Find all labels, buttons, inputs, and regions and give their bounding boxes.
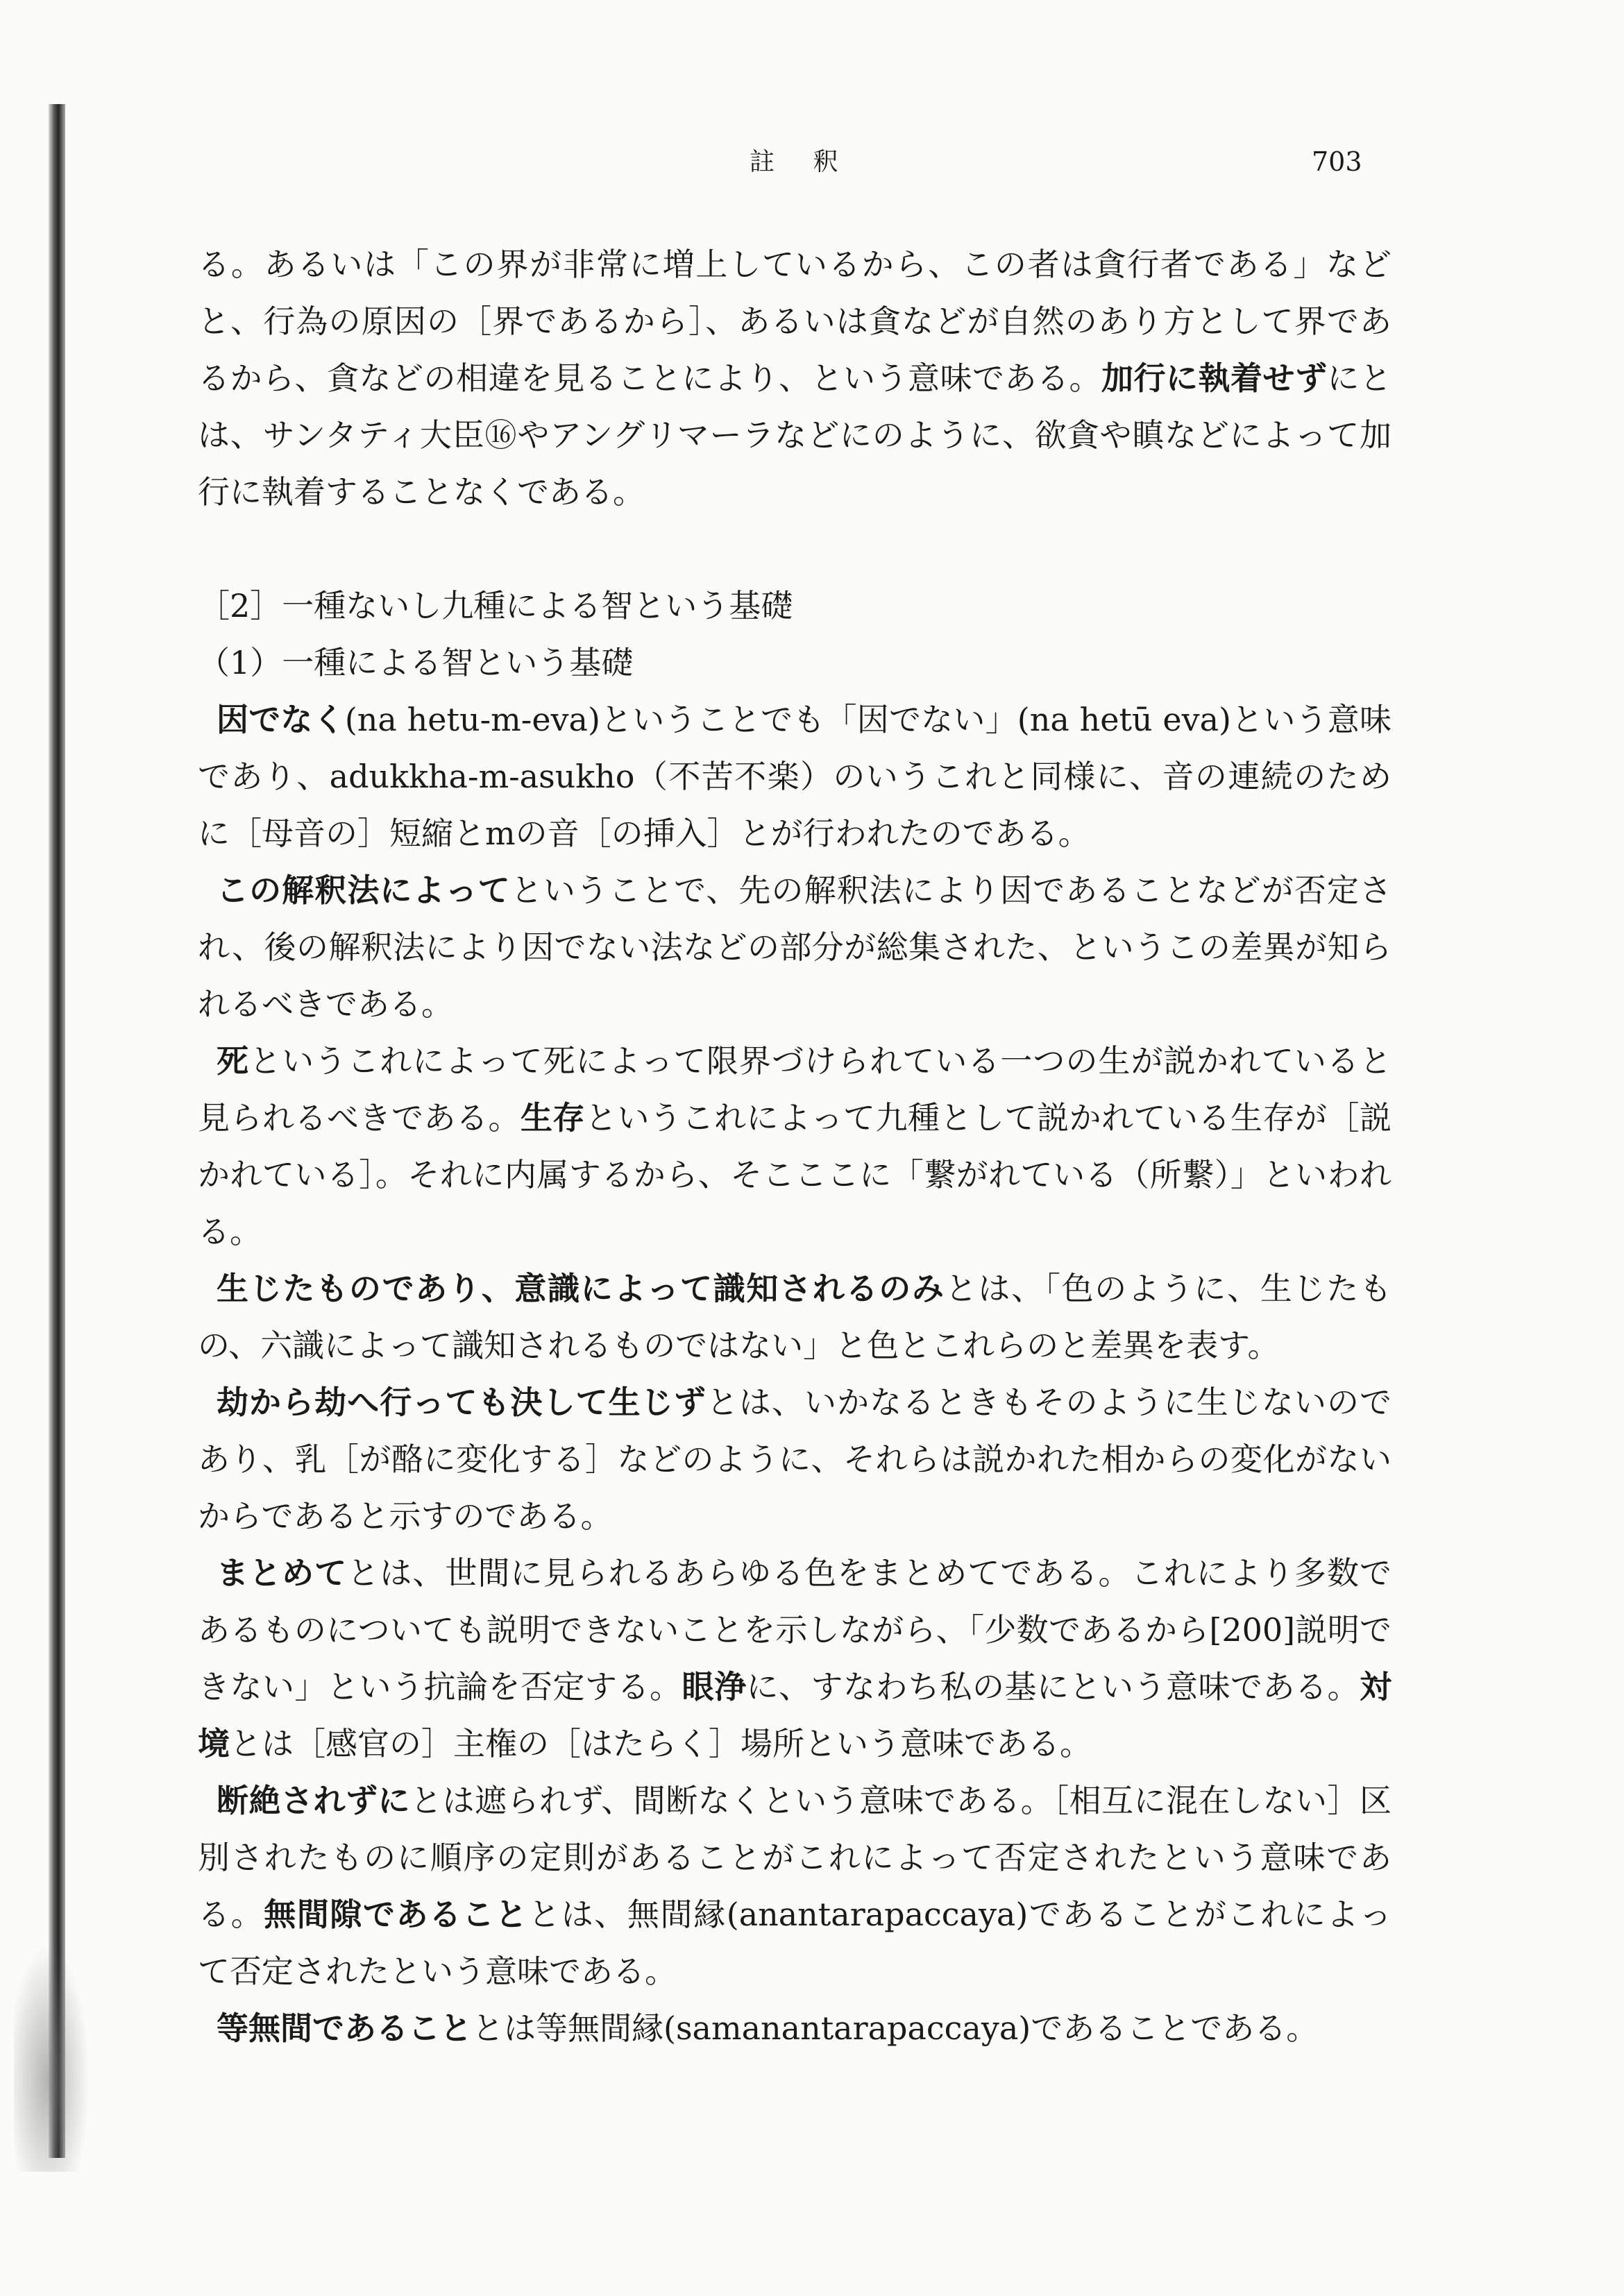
text-run: る。あるいは「この界が非常に増上しているから、この者は貪行者である」などと、行為の原因の［界であるから］、あるいは貪などが自然のあり方として界であるから、貪などの相違を見ることにより、という意味である。 xyxy=(198,246,1392,397)
text-run: とは遮られず、間断なくという意味である。［相互に混在しない］区別されたものに順序の定則があることがこれによって否定されたという意味である。 xyxy=(198,1782,1392,1933)
paragraph xyxy=(198,1032,1392,1260)
text-run: というこれによって九種として説かれている生存が［説かれている］。それに内属するから、そこここに「繋がれている（所繋）」といわれる。 xyxy=(198,1099,1392,1250)
page-number: 703 xyxy=(1312,146,1362,177)
paragraph xyxy=(198,1545,1392,1772)
paragraph xyxy=(198,236,1392,520)
text-run: とは、無間縁(anantarapaccaya)であることがこれによって否定されたという意味である。 xyxy=(198,1896,1392,1990)
heading-text: ［2］一種ないし九種による智という基礎 xyxy=(198,587,793,624)
keyword: 加行に執着せず xyxy=(1101,359,1328,397)
keyword: 等無間であること xyxy=(217,2009,472,2047)
paragraph xyxy=(198,2000,1392,2057)
text-run: とは等無間縁(samanantarapaccaya)であることである。 xyxy=(472,2009,1319,2047)
text-run: (na hetu-m-eva)ということでも「因でない」(na hetū eva)という意味であり、adukkha-m-asukho（不苦不楽）のいうこれと同様に、音の連続のために［母音の］短縮とmの音［の挿入］とが行われたのである。 xyxy=(198,701,1392,852)
keyword: 眼浄 xyxy=(682,1668,747,1706)
text-run: ということで、先の解釈法により因であることなどが否定され、後の解釈法により因でない法などの部分が総集された、というこの差異が知られるべきである。 xyxy=(198,871,1392,1023)
text-run: とは、「色のように、生じたもの、六識によって識知されるものではない」と色とこれらのと差異を表す。 xyxy=(198,1270,1392,1364)
section-heading xyxy=(198,577,1392,634)
keyword: 生じたものであり、意識によって識知されるのみ xyxy=(217,1270,945,1307)
keyword: 対境 xyxy=(198,1668,1392,1762)
heading-text: （1）一種による智という基礎 xyxy=(198,644,634,681)
keyword: 無間隙であること xyxy=(264,1896,529,1933)
text-run: というこれによって死によって限界づけられている一つの生が説かれていると見られるべきである。 xyxy=(198,1042,1392,1137)
scan-shadow xyxy=(14,1943,90,2172)
keyword: 劫から劫へ行っても決して生じず xyxy=(217,1384,707,1421)
paragraph xyxy=(198,691,1392,862)
keyword: この解釈法によって xyxy=(217,871,511,909)
text-run: に、すなわち私の基にという意味である。 xyxy=(746,1668,1360,1706)
running-head: 註 釈 xyxy=(750,148,854,176)
paragraph xyxy=(198,862,1392,1032)
page-binding-edge xyxy=(49,104,65,2158)
subsection-heading xyxy=(198,634,1392,691)
text-run: とは［感官の］主権の［はたらく］場所という意味である。 xyxy=(230,1725,1092,1762)
keyword: まとめて xyxy=(217,1554,348,1592)
paragraph xyxy=(198,1772,1392,2000)
keyword: 生存 xyxy=(521,1099,585,1137)
keyword: 因でなく xyxy=(217,701,345,738)
keyword: 断絶されずに xyxy=(217,1782,410,1819)
body-text xyxy=(198,236,1392,2057)
keyword: 死 xyxy=(217,1042,250,1080)
text-run: とは、いかなるときもそのように生じないのであり、乳［が酪に変化する］などのように、それらは説かれた相からの変化がないからであると示すのである。 xyxy=(198,1384,1392,1535)
paragraph xyxy=(198,1374,1392,1545)
text-run: にとは、サンタティ大臣⑯やアングリマーラなどにのように、欲貪や瞋などによって加行に執着することなくである。 xyxy=(198,359,1392,511)
text-run: とは、世間に見られるあらゆる色をまとめてである。これにより多数であるものについても説明できないことを示しながら、「少数であるから[200]説明できない」という抗論を否定する。 xyxy=(198,1554,1392,1706)
paragraph xyxy=(198,1260,1392,1374)
page-header xyxy=(0,142,1624,184)
